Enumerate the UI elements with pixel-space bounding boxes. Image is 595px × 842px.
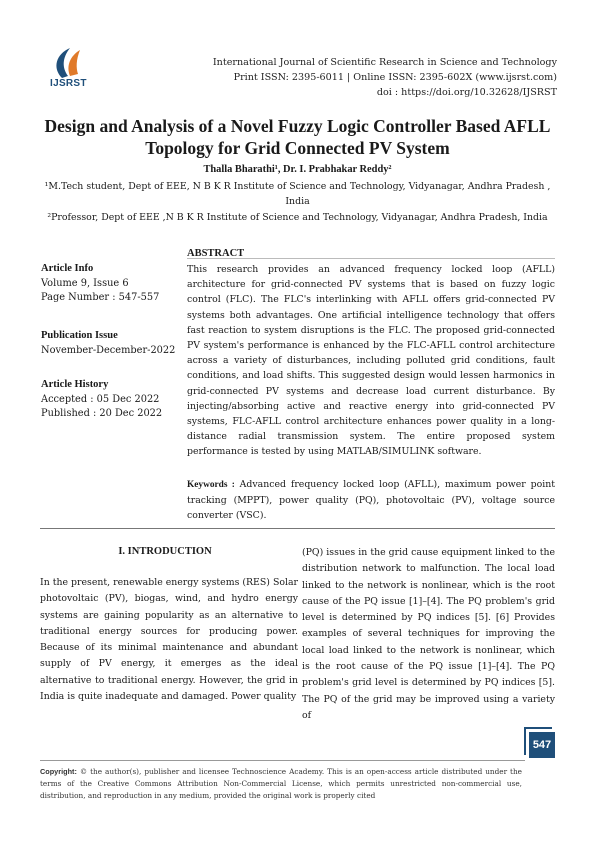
abstract-text: This research provides an advanced frequency locked loop (AFLL) architecture for grid-connected PV systems that is based on fuzzy logic control (FLC). The FLC's interlinking with AFLL offers grid-connected PV systems both advantages. One artificial intelligence technology that offers fast reaction to system disruptions is the FLC. The proposed grid-connected PV system's performance is enhanced by the FLC-AFLL control architecture across a variety of disturbances, including polluted grid conditions, fault conditions, and load shifts. This suggested design would lessen harmonics in grid-connected PV systems and decrease load current disturbance. By injecting/absorbing active and reactive energy into grid-connected PV systems, FLC-AFLL control architecture enhances power quality in a long-distance radial transmission system. The entire proposed system performance is tested by using MATLAB/SIMULINK software. xyxy=(187,264,555,458)
intro-right-column: (PQ) issues in the grid cause equipment linked to the distribution network to malfunction. The local load linked to the network is nonlinear, which is the root cause of the PQ issue [1]–[4]. The PQ problem's grid level is determined by PQ indices [5]. [6] Provides examples of several techniques for improving the local load linked to the network is nonlinear, which is the root cause of the PQ issue [1]–[4]. The PQ problem's grid level is determined by PQ indices [5]. The PQ of the grid may be improved using a variety of xyxy=(302,547,555,721)
volume-issue: Volume 9, Issue 6 xyxy=(41,277,129,289)
page-range: Page Number : 547-557 xyxy=(41,292,160,303)
accepted-date: Accepted : 05 Dec 2022 xyxy=(41,393,160,405)
publication-issue xyxy=(41,329,175,358)
affiliation-2: ²Professor, Dept of EEE ,N B K R Institute of Science and Technology, Vidyanagar, Andhra Pradesh, India xyxy=(47,212,548,223)
article-history xyxy=(41,378,162,422)
abstract-divider xyxy=(187,258,555,259)
affiliation-1-country: India xyxy=(285,196,310,207)
copyright-notice xyxy=(40,766,522,802)
footer-divider xyxy=(40,760,525,761)
publication-issue-value: November-December-2022 xyxy=(41,344,176,356)
article-history-heading: Article History xyxy=(41,379,109,390)
journal-doi: doi : https://doi.org/10.32628/IJSRST xyxy=(376,87,557,98)
keywords-label: Keywords : xyxy=(187,480,235,490)
affiliation-1: ¹M.Tech student, Dept of EEE, N B K R Institute of Science and Technology, Vidyanagar, Andhra Pradesh , xyxy=(44,181,551,192)
paper-title: Design and Analysis of a Novel Fuzzy Logic Controller Based AFLL Topology for Grid Connected PV System xyxy=(44,116,551,158)
intro-left-column: In the present, renewable energy systems (RES) Solar photovoltaic (PV), biogas, wind, and hydro energy systems are gaining popularity as an alternative to traditional energy sources for producing power. Because of its minimal maintenance and abundant supply of PV energy, it emerges as the ideal alternative to traditional energy. However, the grid in India is quite inadequate and damaged. Power quality xyxy=(40,577,298,703)
abstract-heading: ABSTRACT xyxy=(187,248,245,259)
abstract-bottom-divider xyxy=(40,528,555,529)
copyright-label: Copyright: xyxy=(40,767,77,776)
paper-authors: Thalla Bharathi¹, Dr. I. Prabhakar Reddy² xyxy=(203,164,392,175)
keywords xyxy=(187,477,555,524)
copyright-text: © the author(s), publisher and licensee Technoscience Academy. This is an open-access article distributed under the terms of the Creative Commons Attribution Non-Commercial License, which permits unrestricted non-commercial use, distribution, and reproduction in any medium, provided the original work is properly cited xyxy=(40,767,522,800)
published-date: Published : 20 Dec 2022 xyxy=(41,408,163,419)
logo-mark-icon xyxy=(48,46,88,80)
keywords-text: Advanced frequency locked loop (AFLL), maximum power point tracking (MPPT), power quality (PQ), photovoltaic (PV), voltage source converter (VSC). xyxy=(187,479,555,522)
article-info-heading: Article Info xyxy=(41,263,94,274)
logo-text: IJSRST xyxy=(50,78,87,89)
journal-name: International Journal of Scientific Research in Science and Technology xyxy=(212,57,557,68)
section-heading-introduction: I. INTRODUCTION xyxy=(118,546,212,557)
journal-issn: Print ISSN: 2395-6011 | Online ISSN: 2395-602X (www.ijsrst.com) xyxy=(233,72,557,83)
page-number-badge: 547 xyxy=(529,732,555,758)
article-info xyxy=(41,262,159,306)
publication-issue-heading: Publication Issue xyxy=(41,330,118,341)
journal-header xyxy=(213,55,557,100)
